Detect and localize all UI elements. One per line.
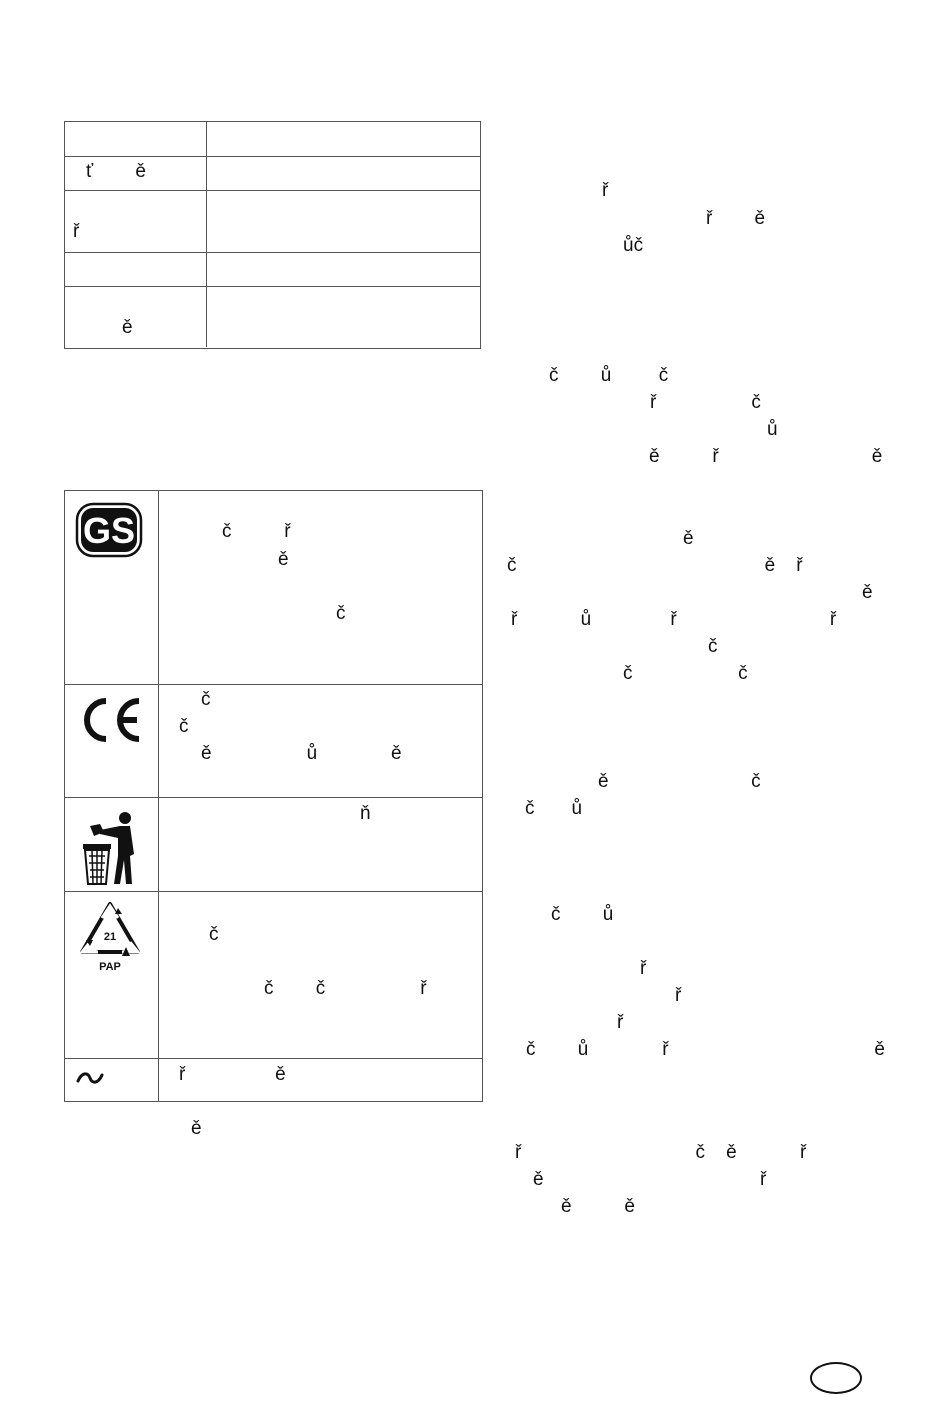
right-text-line: ě [683, 528, 694, 549]
gs-description-line: ě [278, 549, 289, 570]
right-text-line: ě č [598, 771, 761, 792]
right-text-line: č [708, 636, 718, 657]
recycle-description-line: č [209, 924, 219, 945]
ce-mark-icon [77, 695, 143, 751]
symbols-table-rule [64, 1058, 482, 1059]
recycle-material: PAP [99, 961, 121, 973]
right-text-line: č ů [525, 798, 583, 819]
symbols-footnote: ě [191, 1118, 202, 1139]
right-text-line: ě ř ě [649, 446, 883, 467]
right-text-line: ř č [650, 392, 761, 413]
gs-description-line: č [336, 603, 346, 624]
symbols-table [64, 490, 483, 1102]
recycle-description-line: č č ř [264, 978, 427, 999]
alternating-current-icon [76, 1070, 104, 1092]
spec-table-rule [64, 252, 480, 253]
page-language-marker [810, 1362, 862, 1394]
waste-description-line: ň [360, 803, 371, 824]
right-text-line: ř [602, 180, 609, 201]
right-text-line: ř ě [706, 208, 766, 229]
ac-description-line: ř ě [179, 1064, 286, 1085]
spec-table-rule [64, 156, 480, 157]
symbols-table-divider [158, 490, 159, 1101]
right-text-line: ř [675, 985, 682, 1006]
right-text-line: ř ů ř ř [511, 609, 837, 630]
recycle-code: 21 [103, 931, 117, 943]
gs-description-line: č ř [222, 521, 291, 542]
right-text-line: č ů č [549, 365, 669, 386]
spec-row-label: ř [73, 221, 80, 242]
spec-row-label: ě [122, 317, 133, 338]
symbols-table-rule [64, 684, 482, 685]
ce-description-line: č [201, 689, 211, 710]
spec-table-rule [64, 190, 480, 191]
svg-text:GS: GS [82, 510, 136, 551]
spec-table-rule [64, 286, 480, 287]
spec-table-divider [206, 121, 207, 347]
gs-mark-icon [75, 502, 143, 564]
right-text-line: č ě ř [507, 555, 803, 576]
right-text-line: ů [767, 419, 778, 440]
right-text-line: č ů ř ě [526, 1039, 885, 1060]
right-text-line: č ů [551, 904, 614, 925]
right-text-line: ě [862, 582, 873, 603]
right-text-line: č č [623, 663, 748, 684]
right-text-line: ř [640, 958, 647, 979]
right-text-line: ř [617, 1012, 624, 1033]
spec-row-label: ť ě [86, 161, 146, 182]
right-text-line: ě ě [561, 1196, 635, 1217]
ce-description-line: ě ů ě [201, 743, 402, 764]
right-text-line: ě ř [533, 1169, 767, 1190]
right-text-line: ř č ě ř [515, 1142, 807, 1163]
waste-bin-icon [80, 810, 138, 892]
symbols-table-rule [64, 797, 482, 798]
ce-description-line: č [179, 716, 189, 737]
recycling-pap-icon [78, 900, 142, 982]
right-text-line: ůč [623, 235, 644, 256]
